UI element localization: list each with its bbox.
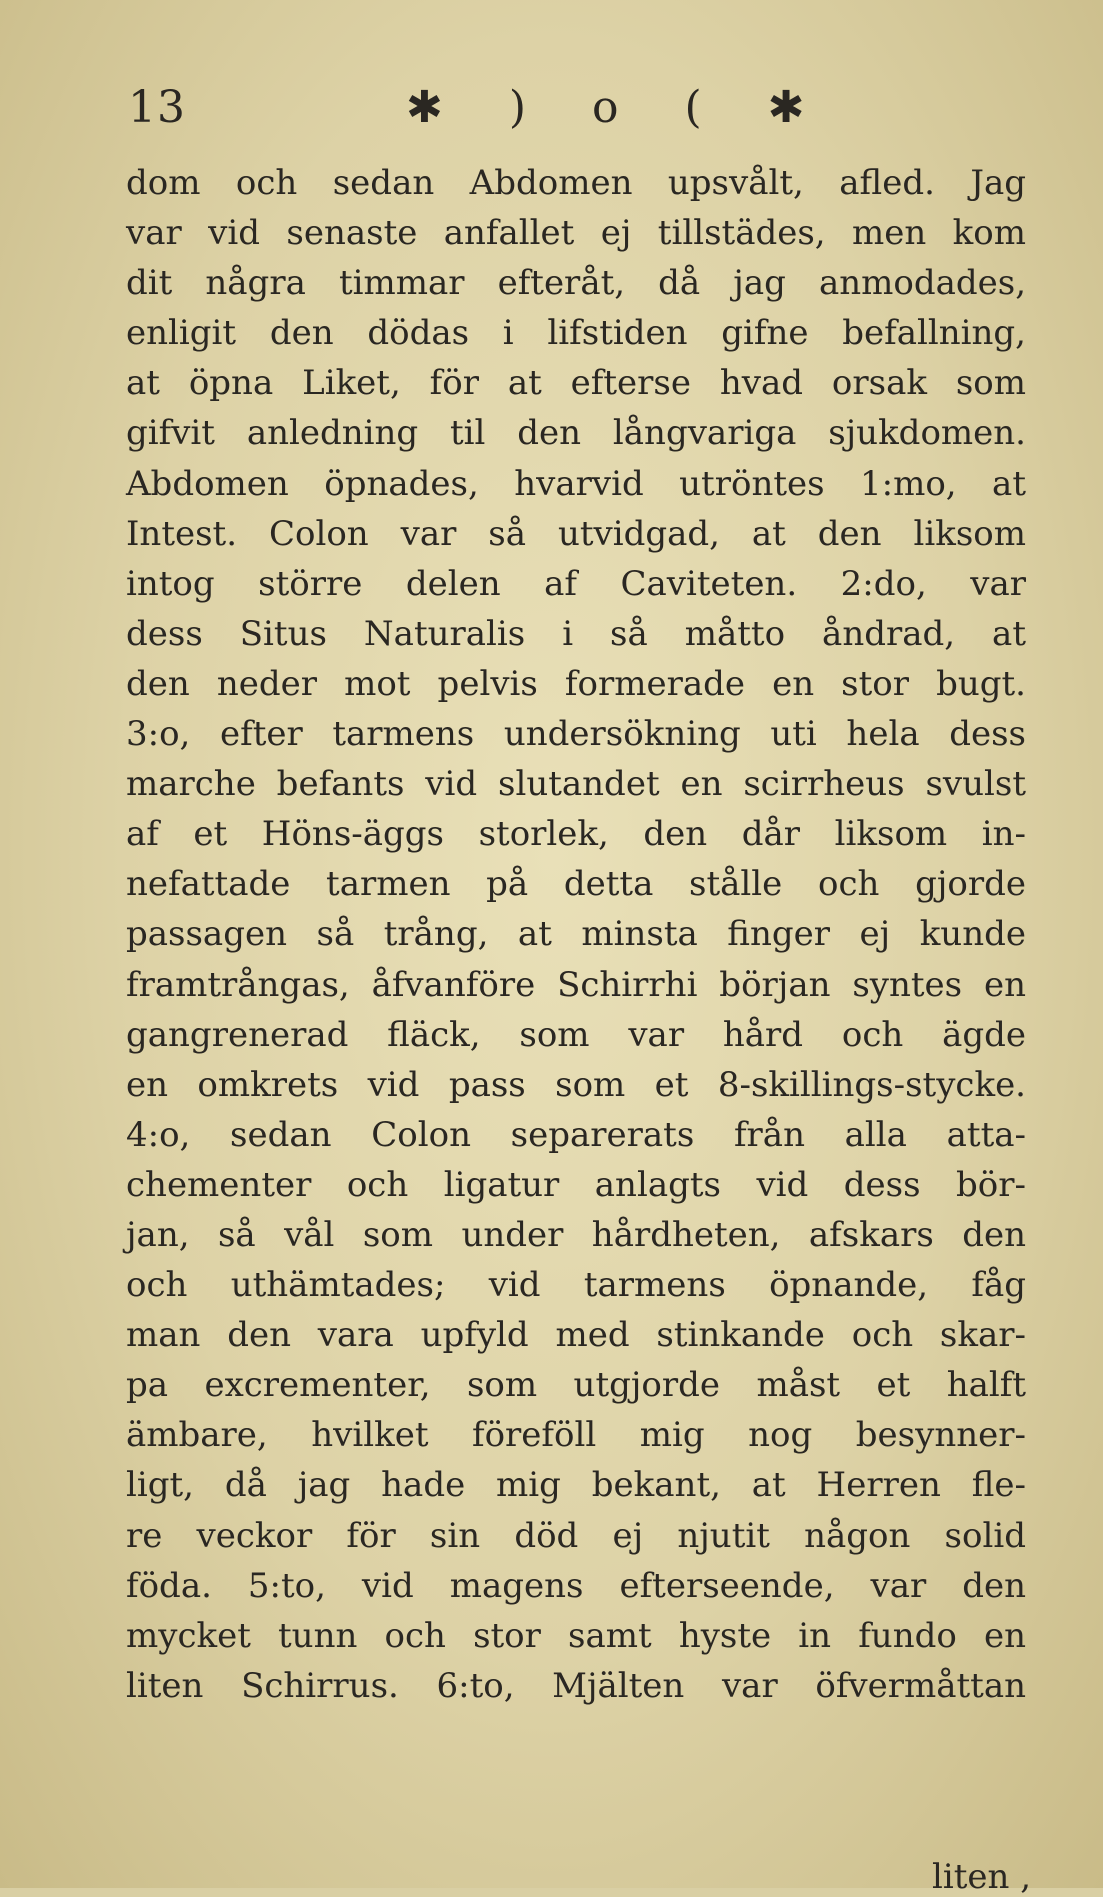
text-line: chementer och ligatur anlagts vid dess bör- <box>126 1164 1026 1205</box>
text-line: gifvit anledning til den långvariga sjukdomen. <box>126 413 1026 454</box>
text-line: 3:o, efter tarmens undersökning uti hela dess <box>126 714 1026 755</box>
text-line: en omkrets vid pass som et 8-skillings-stycke. <box>126 1064 1026 1105</box>
text-line: Abdomen öpnades, hvarvid utröntes 1:mo, at <box>126 463 1026 504</box>
text-line: intog större delen af Caviteten. 2:do, var <box>126 563 1026 604</box>
text-line: nefattade tarmen på detta stålle och gjorde <box>126 864 1026 905</box>
text-line: pa excrementer, som utgjorde måst et halft <box>126 1365 1026 1406</box>
text-line: framtrångas, åfvanföre Schirrhi början syntes en <box>126 964 1026 1005</box>
text-line: 4:o, sedan Colon separerats från alla atta- <box>126 1114 1026 1155</box>
text-line: gangrenerad fläck, som var hård och ägde <box>126 1014 1026 1055</box>
running-header <box>128 82 831 133</box>
text-line: passagen så trång, at minsta finger ej kunde <box>126 914 1026 955</box>
text-line: var vid senaste anfallet ej tillstädes, men kom <box>126 213 1026 254</box>
text-line: jan, så vål som under hårdheten, afskars den <box>126 1214 1026 1255</box>
text-line: ligt, då jag hade mig bekant, at Herren fle- <box>126 1465 1026 1506</box>
text-line: enligit den dödas i lifstiden gifne befallning, <box>126 313 1026 354</box>
catchword: liten , <box>931 1857 1031 1897</box>
text-line: dess Situs Naturalis i så måtto åndrad, at <box>126 613 1026 654</box>
text-line: at öpna Liket, för at efterse hvad orsak som <box>126 363 1026 404</box>
text-line: man den vara upfyld med stinkande och skar- <box>126 1315 1026 1356</box>
text-line: den neder mot pelvis formerade en stor bugt. <box>126 663 1026 704</box>
text-line: liten Schirrus. 6:to, Mjälten var öfvermåttan <box>126 1665 1026 1706</box>
text-line: och uthämtades; vid tarmens öpnande, fåg <box>126 1265 1026 1306</box>
text-line: re veckor för sin död ej njutit någon solid <box>126 1515 1026 1556</box>
text-line: marche befants vid slutandet en scirrheus svulst <box>126 764 1026 805</box>
body-text <box>126 158 1026 1711</box>
text-line: af et Höns-äggs storlek, den dår liksom in- <box>126 814 1026 855</box>
text-line: föda. 5:to, vid magens efterseende, var den <box>126 1565 1026 1606</box>
page-number: 13 <box>128 82 186 133</box>
header-ornament: ✱ ) o ( ✱ <box>406 82 831 133</box>
text-line: ämbare, hvilket föreföll mig nog besynner- <box>126 1415 1026 1456</box>
text-line: Intest. Colon var så utvidgad, at den liksom <box>126 513 1026 554</box>
text-line: dom och sedan Abdomen upsvålt, afled. Jag <box>126 163 1026 203</box>
text-line: dit några timmar efteråt, då jag anmodades, <box>126 263 1026 304</box>
text-line: mycket tunn och stor samt hyste in fundo en <box>126 1615 1026 1656</box>
